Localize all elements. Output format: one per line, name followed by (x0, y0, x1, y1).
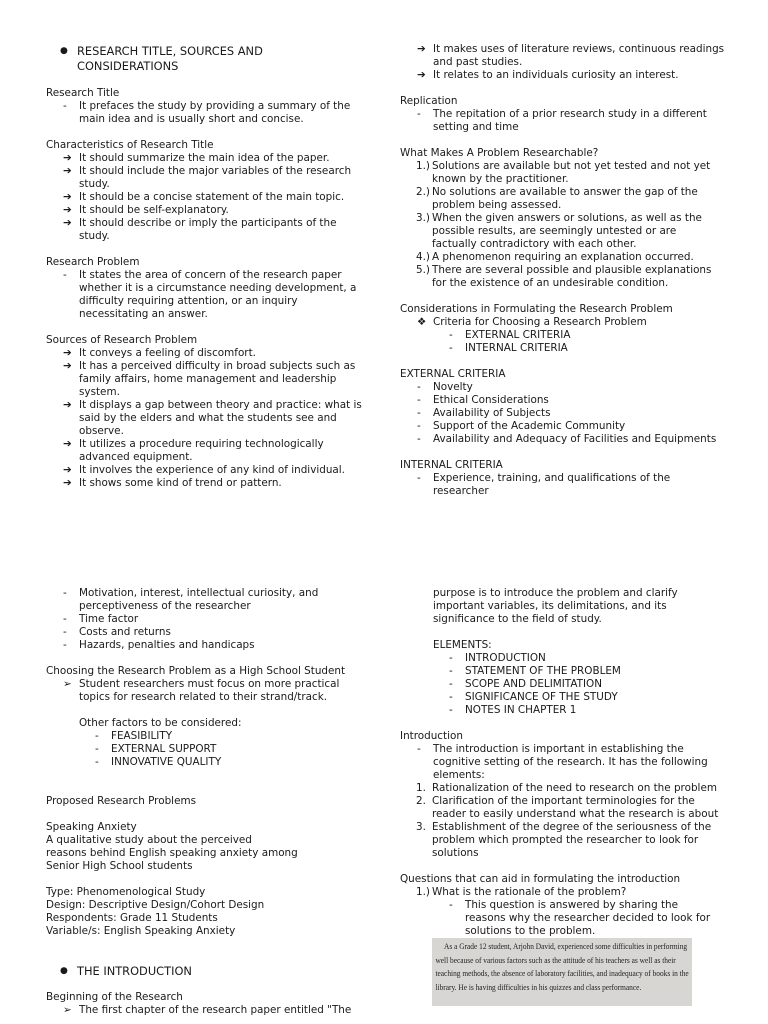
list-item: - It prefaces the study by providing a summary of the main idea and is usually short and concise. (46, 100, 366, 126)
choosing-label: Choosing the Research Problem as a High School Student (46, 665, 346, 677)
characteristics-label: Characteristics of Research Title (46, 139, 214, 151)
bullet-icon: ● (60, 966, 68, 976)
list-item: ➔ It displays a gap between theory and practice: what is said by the elders and what the students see and observe. (46, 399, 366, 438)
research-problem-label: Research Problem (46, 256, 140, 268)
bullet-icon: ● (60, 46, 68, 56)
list-item: - The introduction is important in establishing the cognitive setting of the research. It has the following elements: (400, 743, 740, 782)
list-item: 1.) Solutions are available but not yet tested and not yet known by the practitioner. (416, 160, 711, 185)
list-item: - Experience, training, and qualifications of the researcher (400, 472, 740, 498)
list-item: 1.) What is the rationale of the problem? (416, 886, 627, 898)
other-factors-label: Other factors to be considered: (79, 717, 242, 729)
study-variables: Variable/s: English Speaking Anxiety (46, 925, 236, 937)
proposed-title: Speaking Anxiety (46, 821, 137, 833)
dash-icon: - (95, 743, 99, 755)
arrow-icon: ➔ (63, 152, 72, 164)
list-item: - EXTERNAL SUPPORT (46, 743, 366, 756)
dash-icon: - (449, 899, 453, 911)
excerpt-line: library. He is having difficulties in his quizzes and class performance. (435, 981, 642, 992)
dash-icon: - (63, 639, 67, 651)
elements-label: ELEMENTS: (433, 639, 492, 651)
arrow-icon: ➔ (63, 399, 72, 411)
introduction-label: Introduction (400, 730, 463, 742)
list-item: ➔ It utilizes a procedure requiring technologically advanced equipment. (46, 438, 366, 464)
scanned-excerpt-image (432, 938, 692, 1006)
list-item: ➔ It should be a concise statement of the main topic. (46, 191, 366, 204)
dash-icon: - (449, 704, 453, 716)
list-item: 2.) No solutions are available to answer the gap of the problem being assessed. (416, 186, 698, 211)
dash-icon: - (417, 433, 421, 445)
excerpt-line: well because of various factors such as the attitude of his teachers as well as their (435, 954, 676, 965)
bottom-left-column (46, 587, 366, 1017)
dash-icon: - (417, 407, 421, 419)
list-item: 1. Rationalization of the need to research on the problem (416, 782, 717, 794)
list-item: - INNOVATIVE QUALITY (46, 756, 366, 769)
dash-icon: - (417, 472, 421, 484)
dash-icon: - (95, 756, 99, 768)
list-item: ➔ It should be self-explanatory. (46, 204, 366, 217)
list-item: - SCOPE AND DELIMITATION (400, 678, 740, 691)
list-item: ➢ Student researchers must focus on more practical topics for research related to their strand/track. (46, 678, 366, 704)
list-item: - It states the area of concern of the research paper whether it is a circumstance needing development, a difficulty requiring attention, or an inquiry necessitating an answer. (46, 269, 366, 321)
list-item: - INTRODUCTION (400, 652, 740, 665)
list-item: ❖ Criteria for Choosing a Research Problem (400, 316, 740, 329)
section-heading: ● RESEARCH TITLE, SOURCES AND CONSIDERATIONS (46, 44, 366, 73)
arrow-icon: ➔ (63, 464, 72, 476)
list-item: - Costs and returns (46, 626, 366, 639)
proposed-desc-line: A qualitative study about the perceived (46, 834, 252, 846)
list-item: - FEASIBILITY (46, 730, 366, 743)
dash-icon: - (417, 394, 421, 406)
arrow-icon: ➔ (63, 477, 72, 489)
list-item: - Availability of Subjects (400, 407, 740, 420)
list-item: - Hazards, penalties and handicaps (46, 639, 366, 652)
external-criteria-label: EXTERNAL CRITERIA (400, 368, 506, 380)
dash-icon: - (449, 665, 453, 677)
list-item: ➔ It relates to an individuals curiosity an interest. (400, 69, 740, 82)
dash-icon: - (449, 329, 453, 341)
beginning-label: Beginning of the Research (46, 990, 183, 1003)
dash-icon: - (449, 342, 453, 354)
list-item: - Ethical Considerations (400, 394, 740, 407)
list-item: ➔ It should include the major variables of the research study. (46, 165, 366, 191)
arrowhead-icon: ➢ (63, 678, 72, 690)
list-item: 3. Establishment of the degree of the seriousness of the problem which prompted the researcher to look for solutions (416, 821, 712, 859)
list-item: ➔ It has a perceived difficulty in broad subjects such as family affairs, home management and leadership system. (46, 360, 366, 399)
dash-icon: - (417, 108, 421, 120)
arrow-icon: ➔ (63, 438, 72, 450)
dash-icon: - (417, 420, 421, 432)
considerations-label: Considerations in Formulating the Research Problem (400, 303, 673, 315)
list-item: - This question is answered by sharing the reasons why the researcher decided to look for solutions to the problem. (400, 899, 740, 938)
purpose-line: significance to the field of study. (433, 613, 602, 625)
arrow-icon: ➔ (63, 360, 72, 372)
bottom-right-column (400, 587, 740, 938)
list-item: 3.) When the given answers or solutions, as well as the possible results, are seemingly untested or are factually contradictory with each other. (416, 212, 702, 250)
study-design: Design: Descriptive Design/Cohort Design (46, 899, 265, 911)
arrow-icon: ➔ (63, 165, 72, 177)
list-item: - SIGNIFICANCE OF THE STUDY (400, 691, 740, 704)
dash-icon: - (449, 678, 453, 690)
arrow-icon: ➔ (63, 191, 72, 203)
list-item: - Availability and Adequacy of Facilities and Equipments (400, 433, 740, 446)
list-item: - EXTERNAL CRITERIA (400, 329, 740, 342)
list-item: ➔ It makes uses of literature reviews, continuous readings and past studies. (400, 43, 740, 69)
study-type: Type: Phenomenological Study (46, 886, 206, 898)
top-left-column (46, 44, 366, 490)
list-item: 4.) A phenomenon requiring an explanation occurred. (416, 251, 694, 263)
list-item: - Novelty (400, 381, 740, 394)
dash-icon: - (63, 626, 67, 638)
diamond-bullet-icon: ❖ (417, 316, 427, 328)
arrow-icon: ➔ (63, 217, 72, 229)
list-item: ➔ It should summarize the main idea of the paper. (46, 152, 366, 165)
list-item: - Motivation, interest, intellectual curiosity, and perceptiveness of the researcher (46, 587, 366, 613)
list-item: ➔ It conveys a feeling of discomfort. (46, 347, 366, 360)
list-item: - NOTES IN CHAPTER 1 (400, 704, 740, 717)
dash-icon: - (95, 730, 99, 742)
section-heading: ● THE INTRODUCTION (46, 964, 366, 979)
research-title-label: Research Title (46, 87, 120, 99)
list-item: 2. Clarification of the important terminologies for the reader to easily understand what the research is about (416, 795, 719, 820)
purpose-line: important variables, its delimitations, and its (433, 600, 667, 612)
dash-icon: - (63, 587, 67, 599)
list-item: - The repitation of a prior research study in a different setting and time (400, 108, 740, 134)
list-item: - Time factor (46, 613, 366, 626)
sources-label: Sources of Research Problem (46, 334, 198, 346)
dash-icon: - (63, 269, 67, 281)
list-item: ➢ The first chapter of the research paper entitled "The (46, 1004, 366, 1017)
dash-icon: - (449, 652, 453, 664)
arrow-icon: ➔ (63, 204, 72, 216)
top-right-column (400, 43, 740, 498)
proposed-desc-line: reasons behind English speaking anxiety among (46, 847, 298, 859)
researchable-label: What Makes A Problem Researchable? (400, 147, 599, 159)
list-item: - INTERNAL CRITERIA (400, 342, 740, 355)
dash-icon: - (417, 381, 421, 393)
dash-icon: - (63, 100, 67, 112)
arrowhead-icon: ➢ (63, 1003, 72, 1016)
excerpt-line: teaching methods, the absence of laboratory facilities, and inadequacy of books in the (435, 968, 689, 978)
dash-icon: - (63, 613, 67, 625)
proposed-desc-line: Senior High School students (46, 860, 193, 872)
study-respondents: Respondents: Grade 11 Students (46, 912, 218, 924)
questions-label: Questions that can aid in formulating the introduction (400, 873, 681, 885)
list-item: - STATEMENT OF THE PROBLEM (400, 665, 740, 678)
list-item: ➔ It should describe or imply the participants of the study. (46, 217, 366, 243)
dash-icon: - (417, 743, 421, 755)
list-item: ➔ It involves the experience of any kind of individual. (46, 464, 366, 477)
list-item: ➔ It shows some kind of trend or pattern. (46, 477, 366, 490)
proposed-label: Proposed Research Problems (46, 795, 196, 807)
list-item: 5.) There are several possible and plausible explanations for the existence of an undesirable condition. (416, 264, 712, 289)
list-item: - Support of the Academic Community (400, 420, 740, 433)
dash-icon: - (449, 691, 453, 703)
excerpt-line: As a Grade 12 student, Arjohn David, experienced some difficulties in performing (444, 941, 688, 951)
internal-criteria-label: INTERNAL CRITERIA (400, 459, 503, 471)
arrow-icon: ➔ (63, 347, 72, 359)
arrow-icon: ➔ (417, 43, 426, 55)
arrow-icon: ➔ (417, 69, 426, 81)
purpose-line: purpose is to introduce the problem and clarify (433, 587, 678, 599)
replication-label: Replication (400, 95, 458, 107)
